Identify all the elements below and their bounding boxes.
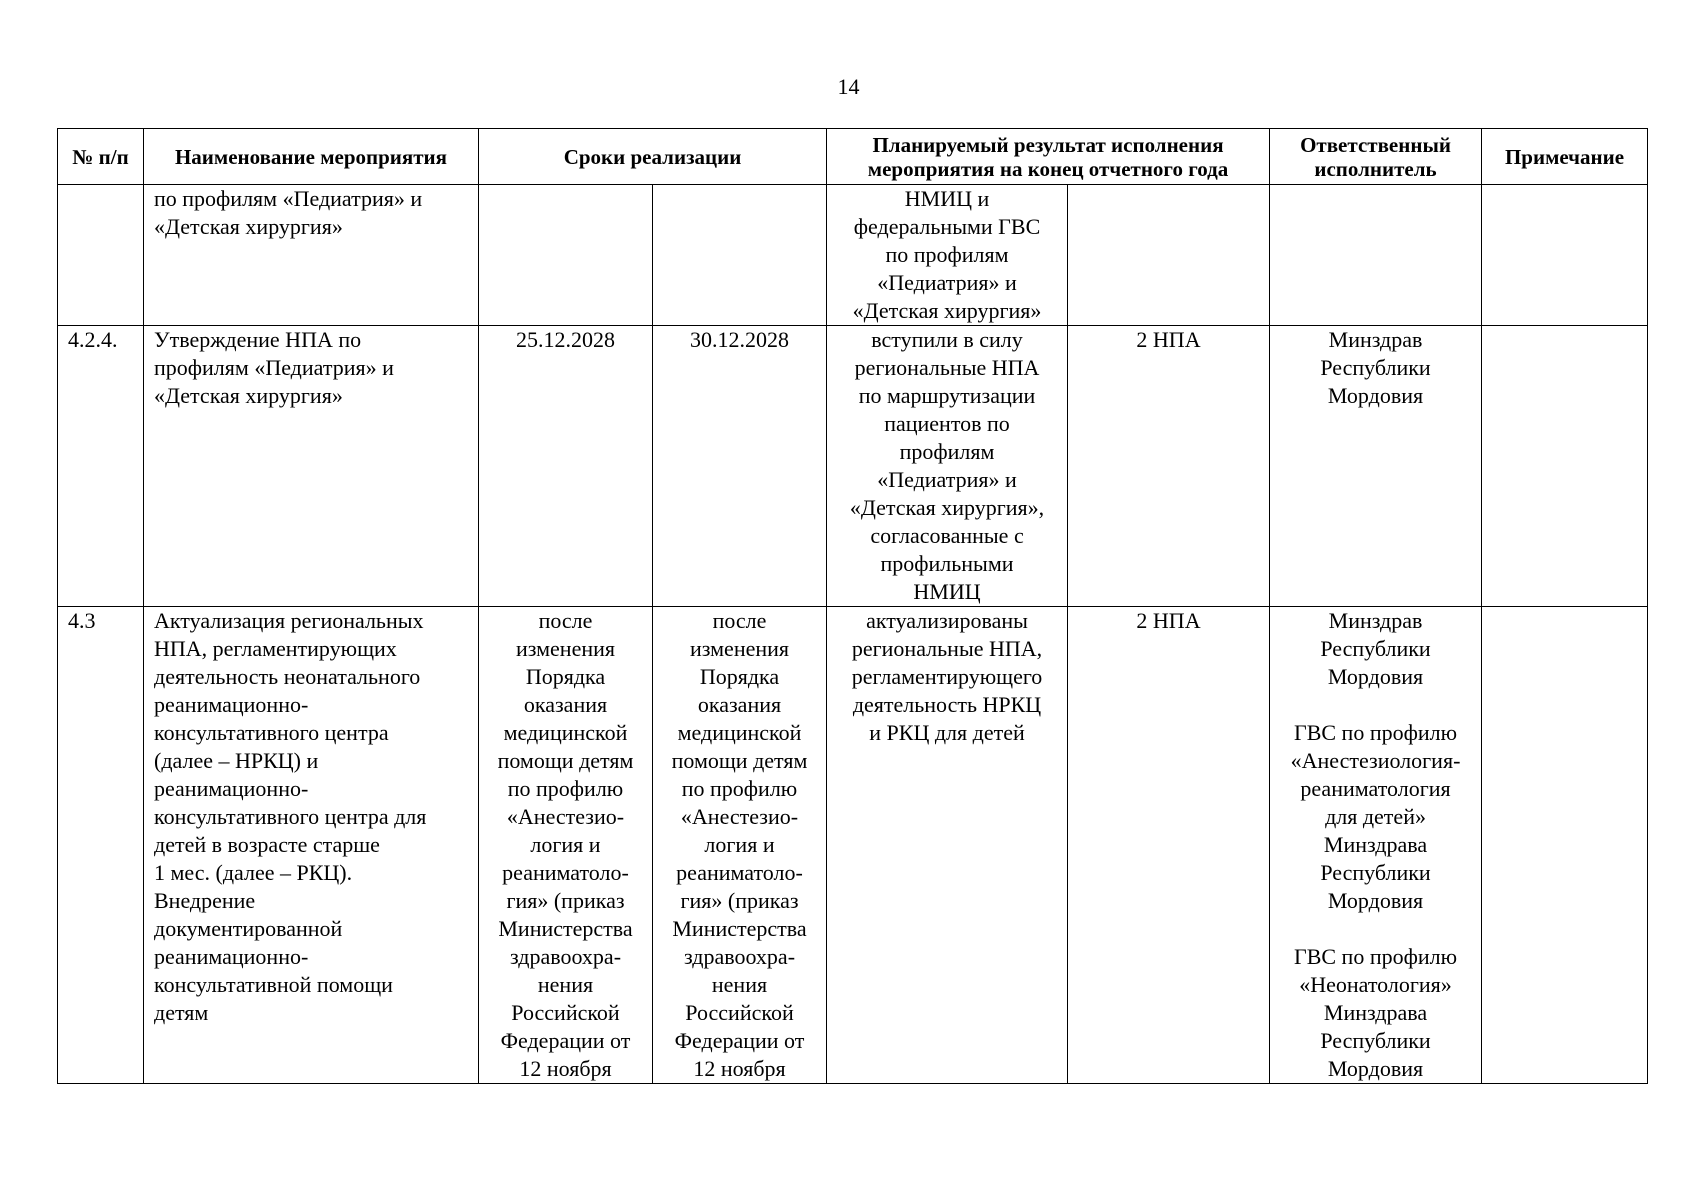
row-end: 30.12.2028 xyxy=(653,326,827,607)
row-note xyxy=(1482,185,1648,326)
row-note xyxy=(1482,607,1648,1084)
row-result-value xyxy=(1068,185,1270,326)
row-start: после изменения Порядка оказания медицинской помощи детям по профилю «Анестезио- логия и реаниматоло- гия» (приказ Министерства здравоохра- нения Российской Федерации от 12 ноября xyxy=(479,607,653,1084)
table-header-row xyxy=(58,129,1648,185)
row-result-text: НМИЦ и федеральными ГВС по профилям «Педиатрия» и «Детская хирургия» xyxy=(827,185,1068,326)
row-end xyxy=(653,185,827,326)
row-name: Актуализация региональных НПА, регламентирующих деятельность неонатального реанимационно- консультативного центра (далее – НРКЦ) и реанимационно- консультативного центра для детей в возрасте старше 1 мес. (далее – РКЦ). Внедрение документированной реанимационно- консультативной помощи детям xyxy=(144,607,479,1084)
row-num xyxy=(58,185,144,326)
header-note: Примечание xyxy=(1482,129,1648,185)
row-num: 4.3 xyxy=(58,607,144,1084)
row-result-value: 2 НПА xyxy=(1068,326,1270,607)
table-row xyxy=(58,185,1648,326)
row-note xyxy=(1482,326,1648,607)
row-result-value: 2 НПА xyxy=(1068,607,1270,1084)
header-responsible: Ответственный исполнитель xyxy=(1270,129,1482,185)
activity-plan-table xyxy=(57,128,1648,1084)
header-num: № п/п xyxy=(58,129,144,185)
row-name: Утверждение НПА по профилям «Педиатрия» и «Детская хирургия» xyxy=(144,326,479,607)
row-end: после изменения Порядка оказания медицинской помощи детям по профилю «Анестезио- логия и реаниматоло- гия» (приказ Министерства здравоохра- нения Российской Федерации от 12 ноября xyxy=(653,607,827,1084)
row-num: 4.2.4. xyxy=(58,326,144,607)
row-responsible xyxy=(1270,185,1482,326)
row-start: 25.12.2028 xyxy=(479,326,653,607)
row-responsible: Минздрав Республики Мордовия ГВС по профилю «Анестезиология- реаниматология для детей» Минздрава Республики Мордовия ГВС по профилю «Неонатология» Минздрава Республики Мордовия xyxy=(1270,607,1482,1084)
table-row xyxy=(58,326,1648,607)
row-result-text: актуализированы региональные НПА, регламентирующего деятельность НРКЦ и РКЦ для детей xyxy=(827,607,1068,1084)
table-row xyxy=(58,607,1648,1084)
row-responsible: Минздрав Республики Мордовия xyxy=(1270,326,1482,607)
header-name: Наименование мероприятия xyxy=(144,129,479,185)
row-name: по профилям «Педиатрия» и «Детская хирургия» xyxy=(144,185,479,326)
row-start xyxy=(479,185,653,326)
header-result: Планируемый результат исполнения мероприятия на конец отчетного года xyxy=(827,129,1270,185)
page-number: 14 xyxy=(837,74,860,99)
row-result-text: вступили в силу региональные НПА по маршрутизации пациентов по профилям «Педиатрия» и «Детская хирургия», согласованные с профильными НМИЦ xyxy=(827,326,1068,607)
header-terms: Сроки реализации xyxy=(479,129,827,185)
